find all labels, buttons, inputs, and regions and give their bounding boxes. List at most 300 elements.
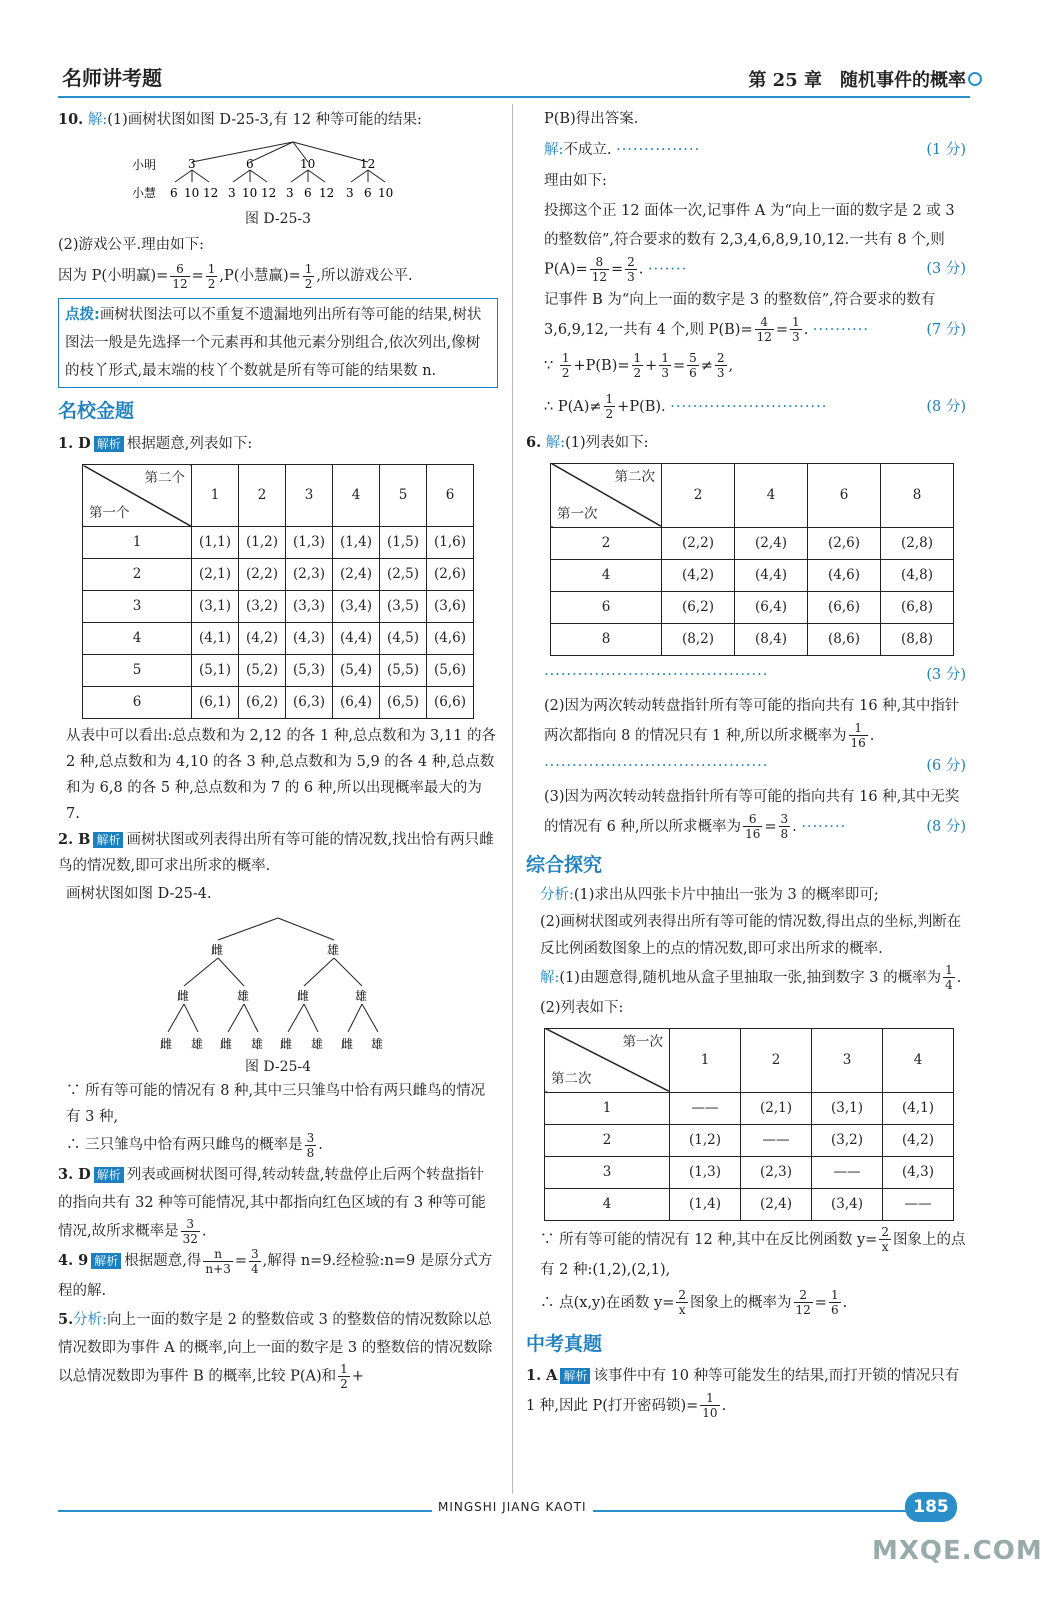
tip-text: 画树状图法可以不重复不遗漏地列出所有等可能的结果,树状图法一般是先选择一个元素再和其他元素分别组合,依次列出,像树的枝丫形式,最末端的枝丫个数就是所有等可能的结果数 n. [65,307,482,379]
row-header: 4 [83,623,192,655]
table1-col-header: 3 [286,465,333,527]
q5-number: 5. [58,1311,74,1328]
cell: (4,2) [239,623,286,655]
section-heading-comprehensive: 综合探究 [526,853,603,876]
cell: (2,2) [239,559,286,591]
tree3-node: 3 [188,157,196,171]
cell: (4,8) [881,559,954,591]
numerator: 6 [170,262,189,277]
book-title: 名师讲考题 [62,66,162,90]
score-label: (3 分) [926,261,966,277]
table3-corner-bottom: 第二次 [551,1070,592,1087]
r-line4: 投掷这个正 12 面体一次,记事件 A 为“向上一面的数字是 2 或 3 的整数倍”,符合要求的数有 2,3,4,6,8,9,10,12.一共有 8 个,则P(A)= $\frac{8}{12}$ = $\frac{2}{3}$ . ······· (3 分) [544,203,966,284]
table-card-outcomes [544,1028,954,1221]
r2-label: 解: [544,142,564,158]
denominator: 4 [945,978,953,992]
score-label: (3 分) [926,666,966,683]
tree3-leaf: 6 [304,186,312,200]
table2-corner-top: 第二次 [614,468,655,485]
cell: (5,6) [427,655,474,687]
cell: (1,3) [670,1156,741,1188]
cell: (5,3) [286,655,333,687]
score-label: (7 分) [926,321,966,338]
tree4-leaf: 雌 [341,1037,354,1051]
page-header [0,58,1058,102]
q4-line: 4. 9 解析 根据题意,得 $\frac{n}{n+3}$ = $\frac{3}{4}$ ,解得 n=9.经检验:n=9 是原分式方程的解. [58,1246,493,1299]
table1-col-header: 6 [427,465,474,527]
denominator: 2 [207,276,216,291]
fraction [687,351,699,380]
r-line5: 记事件 B 为“向上一面的数字是 3 的整数倍”,符合要求的数有 3,6,9,12,一共有 4 个,则 P(B)= $\frac{4}{12}$ = $\frac{1}{3}$ . ·········· (7 分) [544,291,966,344]
analysis-tag: 解析 [94,1167,124,1183]
fraction [305,1131,317,1160]
numerator: 2 [627,255,635,269]
table-row [551,559,954,591]
cell: (3,6) [427,591,474,623]
r-line1: P(B)得出答案. [544,111,639,127]
cell: (2,4) [735,527,808,559]
table-row [83,559,474,591]
numerator: 3 [780,812,789,826]
tree3-node: 10 [300,157,316,171]
cell: (6,2) [662,591,735,623]
cell: (6,4) [735,591,808,623]
table2-col-header: 4 [735,463,808,527]
row-header: 2 [551,527,662,559]
q6-line [526,427,966,459]
denominator: 3 [792,330,800,344]
cell: (6,8) [881,591,954,623]
tree3-leaf: 6 [364,186,372,200]
numerator: 6 [743,812,762,827]
table-row [83,591,474,623]
fraction [715,351,727,380]
cell: (6,6) [808,591,881,623]
cell: (2,1) [741,1092,812,1124]
tip-box [58,298,498,388]
s2-because [526,1225,966,1285]
page-number: 185 [905,1492,957,1522]
watermark: MXQE.COM [872,1536,1043,1566]
z1-line: 1. A 解析 该事件中有 10 种等可能发生的结果,而打开锁的情况只有 1 种,因此 P(打开密码锁)= $\frac{1}{10}$ . [526,1366,960,1420]
denominator: 4 [250,1261,259,1276]
cell: (2,3) [741,1156,812,1188]
cell: (2,6) [427,559,474,591]
score-dots: ······· [648,261,688,278]
r7-text-b: +P(B). [617,398,666,415]
q3-answer: 3. D [58,1166,91,1183]
row-header: 2 [83,559,192,591]
q10-line2: (2)游戏公平.理由如下: [58,237,205,253]
fraction [303,262,315,291]
cell: (3,1) [812,1092,883,1124]
q10-number: 10. [58,111,84,128]
z1-text: 该事件中有 10 种等可能发生的结果,而打开锁的情况只有 1 种,因此 P(打开密码锁)= [526,1367,960,1414]
numerator: 1 [661,351,669,365]
table1-col-header: 2 [239,465,286,527]
analysis-tag: 解析 [93,832,123,848]
q5-line [58,1306,498,1391]
tree3-leaf: 12 [261,186,277,200]
tree4-leaf: 雌 [280,1037,293,1051]
numerator: 1 [849,721,868,736]
cell: (4,6) [427,623,474,655]
cell: (2,5) [380,559,427,591]
table2-col-header: 2 [662,463,735,527]
tree3-leaf: 3 [286,186,294,200]
score-dots: ··············· [616,142,701,158]
cell: (4,3) [286,623,333,655]
r-line7 [526,387,966,427]
numerator: 1 [340,1362,348,1376]
numerator: 2 [881,1225,889,1239]
tree3-leaf: 6 [170,186,178,200]
cell: (4,4) [333,623,380,655]
fraction [625,255,637,284]
q6-number: 6. [526,433,542,451]
denominator: x [881,1240,889,1254]
numerator: 1 [304,261,313,276]
q4-text-a: 根据题意,得 [124,1253,202,1269]
tree4-lines [168,918,378,1032]
numerator: 1 [605,392,614,406]
table2-col-header: 8 [881,463,954,527]
denominator: 16 [850,736,866,750]
s2-analysis-a [526,882,966,909]
numerator: 1 [830,1288,839,1302]
because-sign: ∵ [544,357,554,374]
q2-therefore-text: ∴ 三只雏鸟中恰有两只雌鸟的概率是 [66,1137,303,1153]
cell: (3,1) [192,591,239,623]
q6-score2-line [526,751,966,782]
q6-part3: (3)因为两次转动转盘指针所有等可能的指向共有 16 种,其中无奖的情况有 6 种,所以所求概率为 $\frac{6}{16}$ = $\frac{3}{8}$ . ········ (8 分) [544,788,966,841]
cell: (6,5) [380,687,427,719]
q4-text-b: ,解得 n=9.经检验:n=9 是原分式方程的解. [58,1253,493,1299]
section-heading-famous-schools: 名校金题 [58,400,135,422]
denominator: 32 [182,1232,198,1246]
r7-text-a: ∴ P(A)≠ [544,398,602,415]
q6-part3-text: (3)因为两次转动转盘指针所有等可能的指向共有 16 种,其中无奖的情况有 6 种,所以所求概率为 [544,788,960,835]
q5-text: 向上一面的数字是 2 的整数倍或 3 的整数倍的情况数除以总情况数即为事件 A 的概率,向上一面的数字是 3 的整数倍的情况数除以总情况数即为事件 B 的概率,比较 P(A)和 [58,1312,493,1385]
cell: (4,1) [192,623,239,655]
q6-text: (1)列表如下: [565,434,649,451]
q10-text3c: ,所以游戏公平. [316,268,413,284]
denominator: 3 [627,270,635,284]
fraction [203,1247,232,1276]
table-row [545,1092,954,1124]
cell: (2,2) [662,527,735,559]
cell: (2,6) [808,527,881,559]
s2-therefore-text2: 图象上的概率为 [690,1294,792,1311]
numerator: 1 [633,351,642,365]
table-row [545,1124,954,1156]
score-dots: ········ [801,818,847,835]
fraction [794,1288,813,1317]
cell: (3,4) [333,591,380,623]
analysis-tag: 解析 [91,1253,121,1269]
section-heading-exam-questions: 中考真题 [526,1332,603,1355]
tree3-leaf: 10 [242,186,258,200]
table3-col-header: 2 [741,1028,812,1092]
denominator: 2 [633,366,642,380]
s2-analysis-label: 分析: [540,886,574,903]
score-dots: ···························· [670,398,828,415]
score-label: (8 分) [926,398,966,415]
tree3-lines [175,142,385,182]
numerator: 8 [590,255,609,270]
cell: (2,4) [741,1188,812,1220]
tree3-leaf: 10 [184,186,200,200]
table3-col-header: 4 [883,1028,954,1092]
table1-col-header: 5 [380,465,427,527]
s2-therefore-text: ∴ 点(x,y)在函数 y= [540,1294,675,1311]
header-rule [58,96,970,98]
tree3-leaf: 3 [228,186,236,200]
tree4-leaf: 雄 [311,1037,324,1051]
table1-corner [83,465,192,527]
page-footer [0,1497,1058,1600]
table1-corner-bottom: 第一个 [89,505,130,521]
numerator: 3 [250,1246,259,1261]
denominator: 16 [745,827,761,841]
fraction [943,963,955,992]
fraction [338,1362,350,1391]
cell: (4,4) [735,559,808,591]
q1-answer: 1. D [58,435,91,452]
cell: (3,2) [239,591,286,623]
table1-col-header: 4 [333,465,380,527]
q5-tail: + [351,1368,364,1385]
tree4-node: 雌 [177,989,190,1003]
tip-label: 点拨: [65,307,100,323]
q10-text3b: ,P(小慧赢)= [219,268,301,284]
q2-line [58,827,498,879]
cell: (1,5) [380,527,427,559]
cell: (2,1) [192,559,239,591]
fraction [790,315,802,344]
tree4-node: 雄 [355,989,368,1003]
q5-label: 分析: [73,1312,108,1328]
column-divider [512,104,513,1494]
tree4-leaf: 雄 [251,1037,264,1051]
analysis-tag: 解析 [560,1368,590,1384]
q1-line [58,428,498,460]
r4-text: 投掷这个正 12 面体一次,记事件 A 为“向上一面的数字是 2 或 3 的整数倍”,符合要求的数有 2,3,4,6,8,9,10,12.一共有 8 个,则P(A)= [544,203,955,278]
denominator: 3 [661,366,669,380]
cell: (2,8) [881,527,954,559]
q3-line: 3. D 解析 列表或画树状图可得,转动转盘,转盘停止后两个转盘指针的指向共有 32 种等可能情况,其中都指向红色区域的有 3 种等可能情况,故所求概率是 $\frac{3}{32}$ . [58,1166,486,1246]
numerator: 2 [794,1288,813,1303]
table1-corner-top: 第二个 [144,470,185,486]
cell: (6,3) [286,687,333,719]
numerator: 1 [561,351,570,365]
fraction [829,1288,841,1317]
tree3-leaf: 12 [203,186,219,200]
denominator: 6 [689,366,697,380]
q6-label: 解: [545,434,566,451]
fraction [755,315,774,344]
numerator: 2 [678,1288,686,1302]
cell: (2,3) [286,559,333,591]
not-equal-sign: ≠ [700,357,713,374]
table1-col-header: 1 [192,465,239,527]
tree4-node: 雄 [237,989,250,1003]
tree-diagram-d25-3 [128,140,428,204]
fraction [590,255,609,284]
denominator: 12 [756,330,772,344]
denominator: 8 [306,1145,315,1160]
cell: (6,6) [427,687,474,719]
table-row [83,687,474,719]
cell: (4,5) [380,623,427,655]
tree3-row1-label: 小明 [132,158,157,172]
cell: (1,4) [333,527,380,559]
denominator: 6 [830,1303,839,1317]
q4-answer: 4. 9 [58,1252,89,1269]
cell: —— [812,1156,883,1188]
q3-text: 列表或画树状图可得,转动转盘,转盘停止后两个转盘指针的指向共有 32 种等可能情况,其中都指向红色区域的有 3 种等可能情况,故所求概率是 [58,1167,486,1240]
numerator: 1 [792,315,800,329]
left-column [58,104,498,1391]
table-row [551,527,954,559]
s2-solution-label: 解: [540,969,560,986]
row-header: 3 [83,591,192,623]
tree4-node: 雌 [211,943,224,957]
cell: (5,2) [239,655,286,687]
cell: (3,4) [812,1188,883,1220]
cell: —— [670,1092,741,1124]
r-line3: 理由如下: [544,173,607,189]
q10-line1 [58,104,498,136]
table-row [83,623,474,655]
numerator: 3 [181,1217,200,1232]
fraction [659,351,671,380]
tree3-node: 6 [246,157,254,171]
q10-line3 [58,261,498,292]
table2-col-header: 6 [808,463,881,527]
numerator: 1 [700,1391,719,1406]
r-line6: ∵ $\frac{1}{2}$ +P(B)= $\frac{1}{2}$ + $\frac{1}{3}$ = $\frac{5}{6}$ ≠ $\frac{2}{3}$ , [544,351,734,380]
fraction [632,351,644,380]
cell: (4,6) [808,559,881,591]
fraction [743,812,762,841]
tree4-leaf: 雌 [220,1037,233,1051]
fraction [700,1391,719,1420]
s2-solution-1: 解:(1)由题意得,随机地从盒子里抽取一张,抽到数字 3 的概率为 $\frac{1}{4}$ . [540,963,962,992]
row-header: 6 [551,591,662,623]
tree4-leaf: 雄 [371,1037,384,1051]
table3-corner [545,1028,670,1092]
analysis-tag: 解析 [94,436,124,452]
s2-analysis-b: (2)画树状图或列表得出所有等可能的情况数,得出点的坐标,判断在反比例函数图象上的点的情况数,即可求出所求的概率. [540,913,962,957]
s2-because-text2: 图象上的点有 2 种:(1,2),(2,1), [540,1231,966,1278]
fraction [676,1288,688,1317]
tree3-leaf: 10 [378,186,394,200]
q6-score1-line [526,660,966,691]
score-dots: ·········· [812,321,869,338]
cell: (5,1) [192,655,239,687]
q1-conclusion: 从表中可以看出:总点数和为 2,12 的各 1 种,总点数和为 3,11 的各 2 种,总点数和为 4,10 的各 3 种,总点数和为 5,9 的各 4 种,总点数和为 6,8 的各 5 种,总点数和为 7 的 6 种,所以出现概率最大的为 7. [66,728,496,822]
cell: (8,8) [881,623,954,655]
cell: (1,4) [670,1188,741,1220]
s2-therefore: ∴ 点(x,y)在函数 y= $\frac{2}{x}$ 图象上的概率为 $\frac{2}{12}$ = $\frac{1}{6}$ . [540,1288,848,1317]
cell: (5,5) [380,655,427,687]
denominator: 12 [795,1303,811,1317]
row-header: 3 [545,1156,670,1188]
q6-part2-text: (2)因为两次转动转盘指针所有等可能的指向共有 16 种,其中指针两次都指向 8 的情况只有 1 种,所以所求概率为 [544,697,960,744]
tree3-node: 12 [360,157,376,171]
cell: —— [741,1124,812,1156]
row-header: 6 [83,687,192,719]
r-line2 [526,135,966,166]
s2-analysis-a-text: (1)求出从四张卡片中抽出一张为 3 的概率即可; [573,886,879,903]
numerator: 5 [689,351,697,365]
fraction [849,721,868,750]
q10-text1: (1)画树状图如图 D-25-3,有 12 种等可能的结果: [107,112,422,128]
row-header: 2 [545,1124,670,1156]
numerator: 1 [207,261,216,276]
tree3-row2-label: 小慧 [132,186,157,200]
cell: (1,2) [670,1124,741,1156]
table-row [551,623,954,655]
denominator: 3 [716,366,725,380]
cell: (8,6) [808,623,881,655]
cell: —— [883,1188,954,1220]
q10-text3a: 因为 P(小明赢)= [58,268,169,284]
fraction [249,1247,261,1276]
chapter-title: 第 25 章 随机事件的概率 [748,70,966,91]
cell: (1,2) [239,527,286,559]
table-row [83,655,474,687]
tree4-node: 雌 [297,989,310,1003]
denominator: n+3 [205,1261,231,1276]
numerator: 3 [306,1130,315,1145]
numerator: 2 [716,351,725,365]
tree3-leaf: 12 [319,186,335,200]
q2-answer: 2. B [58,831,91,848]
equals-sign: = [191,268,204,284]
cell: (4,2) [883,1124,954,1156]
cell: (3,5) [380,591,427,623]
q2-text: 画树状图或列表得出所有等可能的情况数,找出恰有两只雌鸟的情况数,即可求出所求的概率. [58,832,494,874]
table-row [551,591,954,623]
cell: (6,4) [333,687,380,719]
cell: (4,3) [883,1156,954,1188]
tree4-leaf: 雄 [191,1037,204,1051]
q2-line2: 画树状图如图 D-25-4. [66,886,212,902]
score-label: (6 分) [926,757,966,774]
table-spinner-outcomes [550,463,954,656]
table3-col-header: 1 [670,1028,741,1092]
numerator: 4 [755,315,774,330]
table-row [545,1156,954,1188]
q10-label: 解: [87,112,108,128]
cell: (6,1) [192,687,239,719]
tree3-leaf: 3 [346,186,354,200]
cell: (1,6) [427,527,474,559]
fraction [879,1225,891,1254]
score-label: (1 分) [926,142,966,158]
figure-caption-d25-4: 图 D-25-4 [244,1059,312,1075]
equals-sign: = [672,357,686,374]
table2-corner [551,463,662,527]
z1-answer: 1. A [526,1366,558,1384]
row-header: 1 [83,527,192,559]
fraction [779,812,791,841]
numerator: 1 [945,963,953,977]
cell: (1,1) [192,527,239,559]
table-row [83,527,474,559]
